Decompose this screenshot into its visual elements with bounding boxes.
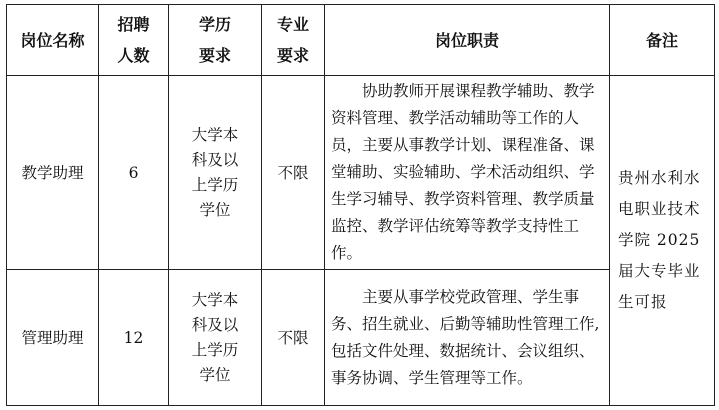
table-row bbox=[7, 270, 715, 406]
duty-text: 主要从事学校党政管理、学生事务、招生就业、后勤等辅助性管理工作,包括文件处理、数据统计、会议组织、事务协调、学生管理等工作。 bbox=[331, 287, 600, 387]
cell-count: 6 bbox=[99, 76, 169, 270]
header-row bbox=[7, 5, 715, 76]
edu-line: 学位 bbox=[199, 200, 231, 219]
header-position: 岗位名称 bbox=[7, 5, 99, 76]
header-count bbox=[99, 5, 169, 76]
cell-major: 不限 bbox=[262, 270, 325, 406]
cell-major: 不限 bbox=[262, 76, 325, 270]
recruitment-table bbox=[6, 4, 715, 406]
edu-line: 上学历 bbox=[191, 175, 239, 194]
header-duty: 岗位职责 bbox=[325, 5, 610, 76]
header-major-line2: 要求 bbox=[276, 46, 309, 65]
header-note: 备注 bbox=[610, 5, 715, 76]
edu-line: 大学本 bbox=[191, 125, 239, 144]
cell-education bbox=[169, 270, 262, 406]
header-count-line2: 人数 bbox=[117, 46, 150, 65]
header-edu-line1: 学历 bbox=[198, 15, 231, 34]
cell-position: 教学助理 bbox=[7, 76, 99, 270]
cell-count: 12 bbox=[99, 270, 169, 406]
header-count-line1: 招聘 bbox=[117, 15, 150, 34]
header-major-line1: 专业 bbox=[276, 15, 309, 34]
edu-line: 上学历 bbox=[191, 340, 239, 359]
edu-line: 科及以 bbox=[191, 315, 239, 334]
cell-duty bbox=[325, 270, 610, 406]
duty-text: 协助教师开展课程教学辅助、教学资料管理、教学活动辅助等工作的人员，主要从事教学计划、课程准备、课堂辅助、实验辅助、学术活动组织、学生学习辅导、教学资料管理、教学质量监控、教学评估统筹等教学支持性工作。 bbox=[331, 82, 595, 262]
cell-duty bbox=[325, 76, 610, 270]
edu-line: 大学本 bbox=[191, 290, 239, 309]
header-education bbox=[169, 5, 262, 76]
header-edu-line2: 要求 bbox=[198, 46, 231, 65]
cell-education bbox=[169, 76, 262, 270]
cell-note: 贵州水利水电职业技术学院 2025届大专毕业生可报 bbox=[610, 76, 715, 406]
table-row bbox=[7, 76, 715, 270]
edu-line: 科及以 bbox=[191, 150, 239, 169]
edu-line: 学位 bbox=[199, 365, 231, 384]
cell-position: 管理助理 bbox=[7, 270, 99, 406]
header-major bbox=[262, 5, 325, 76]
